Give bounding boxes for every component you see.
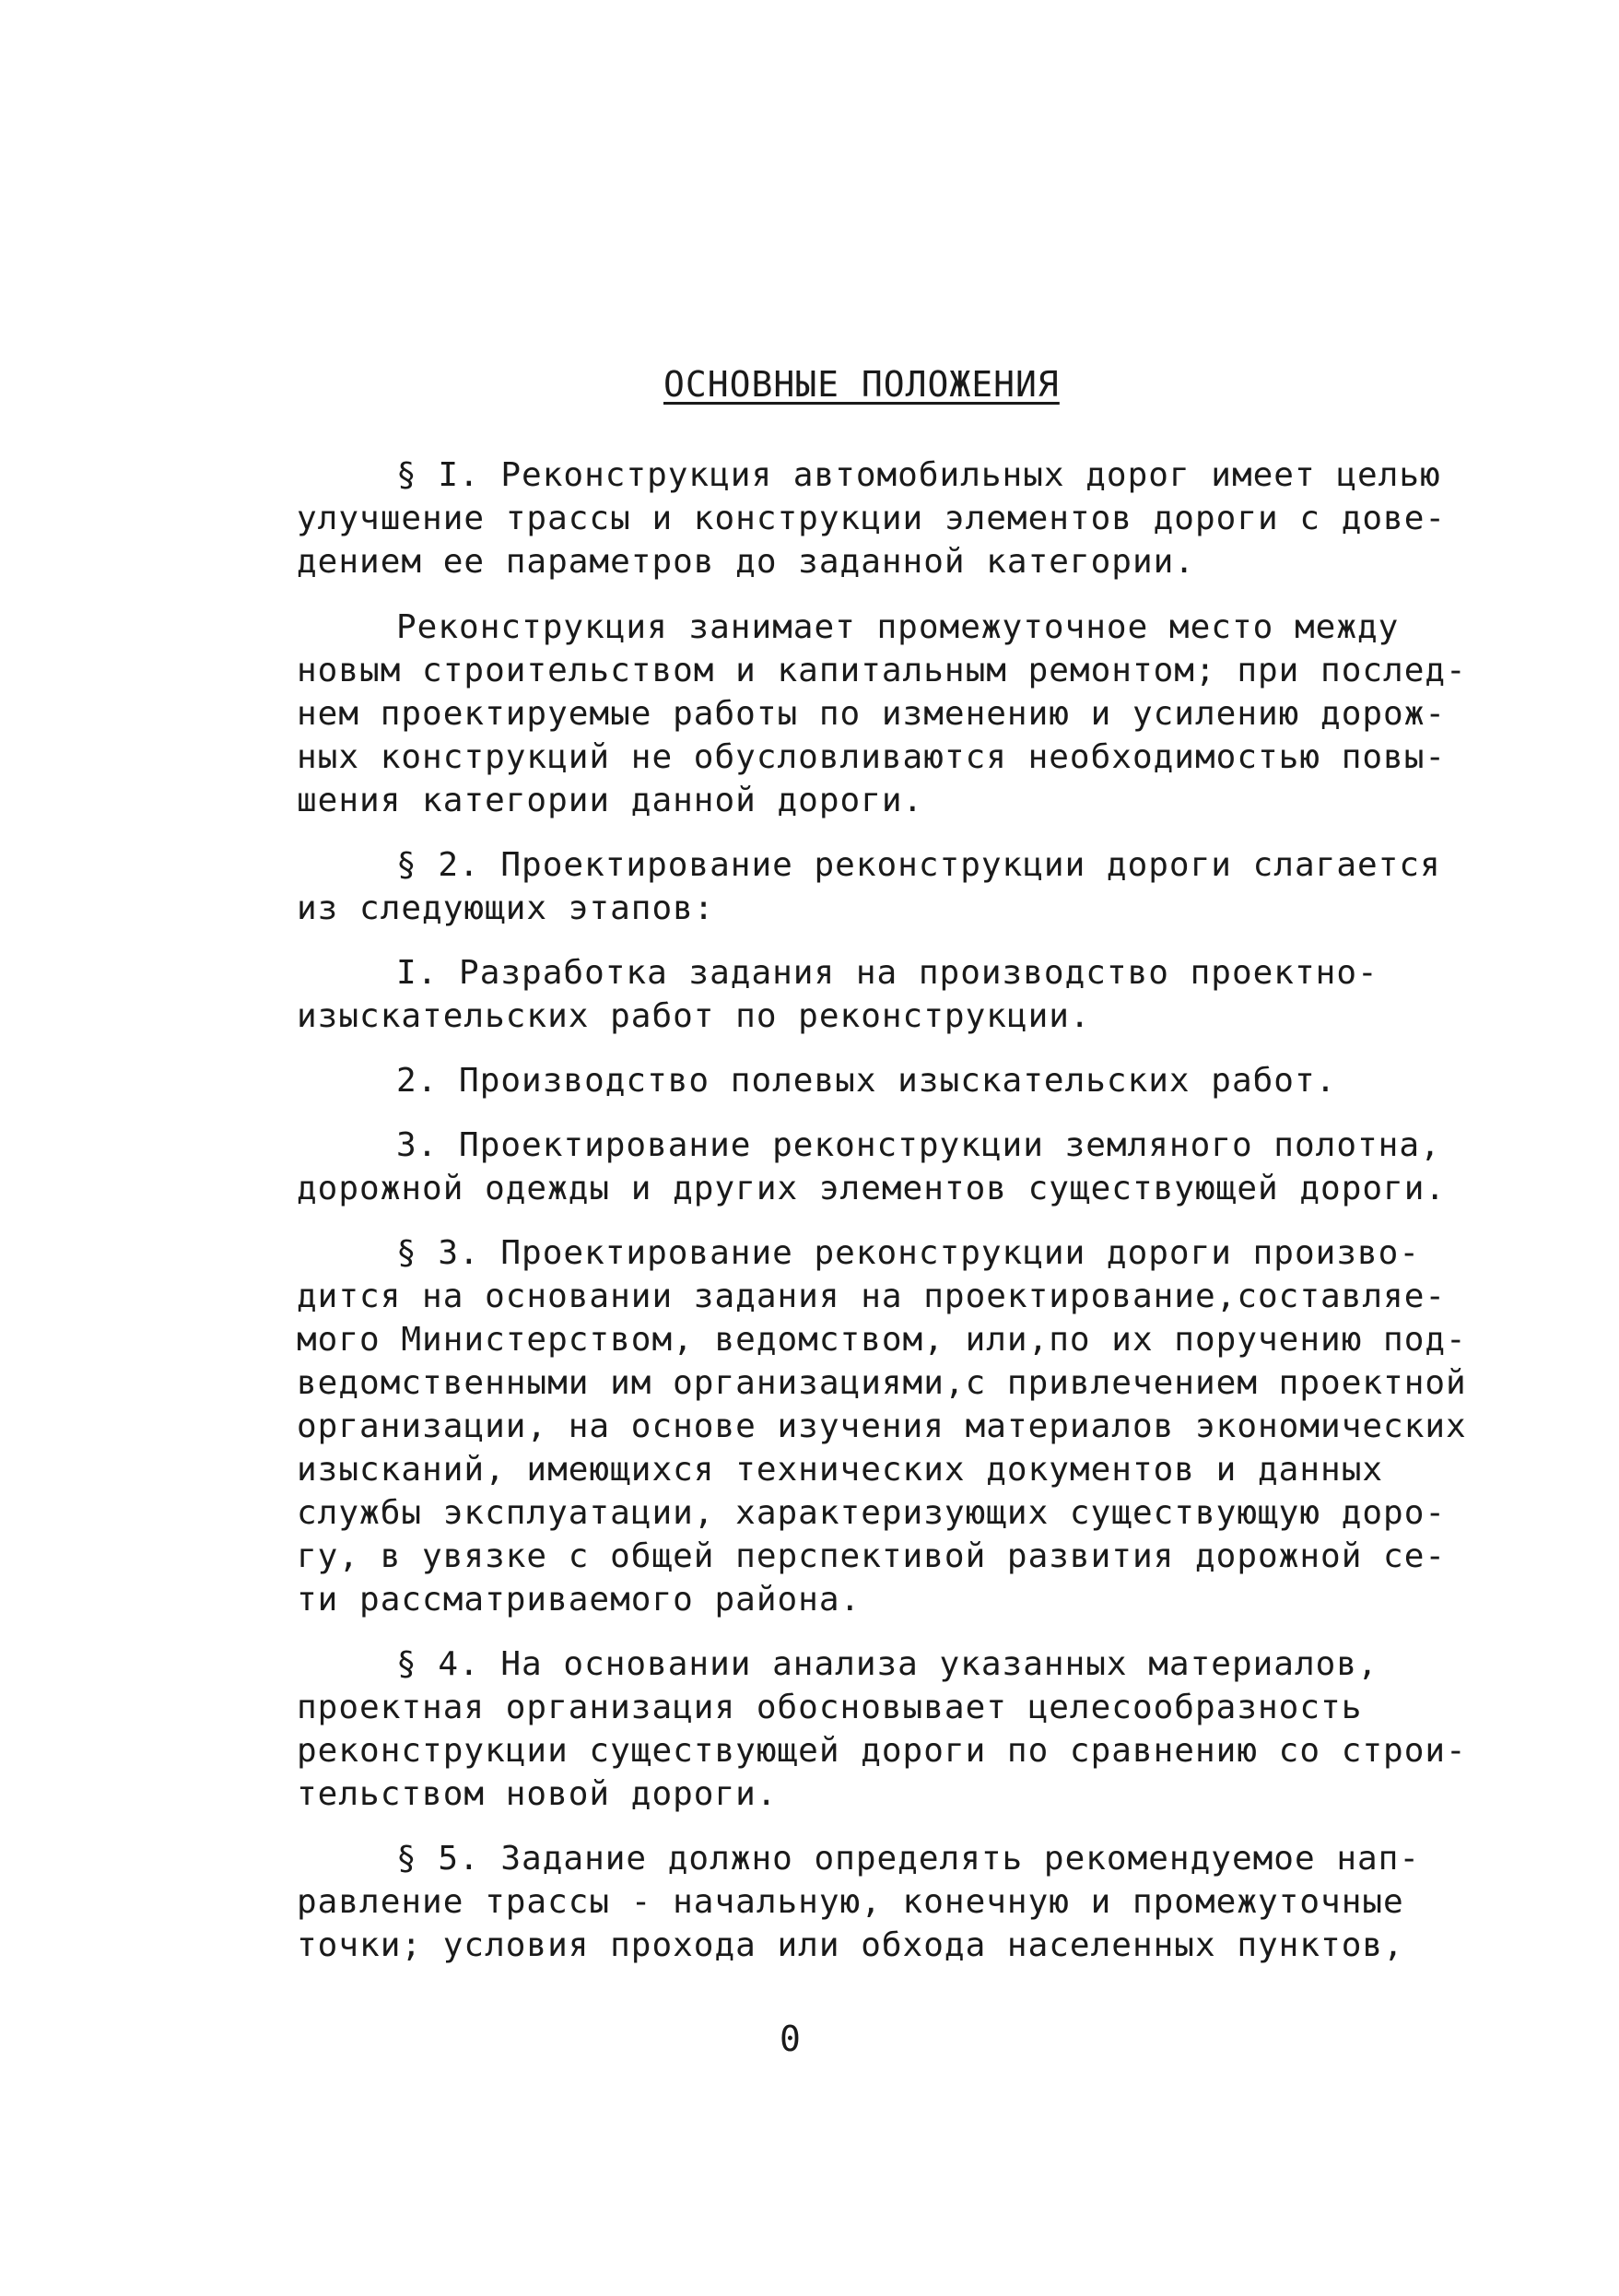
text-line: проектная организация обосновывает целесообразность xyxy=(297,1689,1363,1726)
text-line: ти рассматриваемого района. xyxy=(297,1581,862,1619)
text-line: улучшение трассы и конструкции элементов дороги с дове- xyxy=(297,500,1447,537)
text-line: дится на основании задания на проектирование,составляе- xyxy=(297,1278,1447,1315)
text-line: из следующих этапов: xyxy=(297,889,715,927)
text-line: гу, в увязке с общей перспективой развития дорожной се- xyxy=(297,1537,1447,1575)
text-line: равление трассы - начальную, конечную и промежуточные xyxy=(297,1883,1404,1921)
document-title: ОСНОВНЫЕ ПОЛОЖЕНИЯ xyxy=(663,364,1060,405)
text-line: дением ее параметров до заданной категории. xyxy=(297,543,1195,581)
text-line: изыскательских работ по реконструкции. xyxy=(297,997,1091,1035)
text-line: 2. Производство полевых изыскательских работ. xyxy=(396,1062,1337,1100)
text-line: мого Министерством, ведомством, или,по их поручению под- xyxy=(297,1321,1467,1359)
text-line: реконструкции существующей дороги по сравнению со строи- xyxy=(297,1732,1467,1770)
text-line: дорожной одежды и других элементов существующей дороги. xyxy=(297,1170,1447,1207)
page-number: 0 xyxy=(780,2019,802,2059)
text-line: изысканий, имеющихся технических документов и данных xyxy=(297,1451,1384,1489)
text-line: 3. Проектирование реконструкции земляного полотна, xyxy=(396,1126,1441,1164)
text-line: шения категории данной дороги. xyxy=(297,782,924,819)
text-line: ведомственными им организациями,с привлечением проектной xyxy=(297,1364,1467,1402)
text-line: новым строительством и капитальным ремонтом; при послед- xyxy=(297,652,1467,689)
text-line: § I. Реконструкция автомобильных дорог имеет целью xyxy=(396,456,1441,494)
text-line: Реконструкция занимает промежуточное место между xyxy=(396,608,1400,646)
text-line: ных конструкций не обусловливаются необходимостью повы- xyxy=(297,738,1447,776)
text-line: организации, на основе изучения материалов экономических xyxy=(297,1407,1467,1445)
text-line: § 4. На основании анализа указанных материалов, xyxy=(396,1645,1378,1683)
text-line: нем проектируемые работы по изменению и усилению дорож- xyxy=(297,695,1447,733)
text-line: § 3. Проектирование реконструкции дороги произво- xyxy=(396,1234,1421,1272)
text-line: службы эксплуатации, характеризующих существующую доро- xyxy=(297,1494,1447,1532)
text-line: тельством новой дороги. xyxy=(297,1775,778,1813)
text-line: § 5. Задание должно определять рекомендуемое нап- xyxy=(396,1840,1421,1878)
text-line: точки; условия прохода или обхода населенных пунктов, xyxy=(297,1926,1404,1964)
text-line: I. Разработка задания на производство проектно- xyxy=(396,954,1378,992)
text-line: § 2. Проектирование реконструкции дороги слагается xyxy=(396,846,1441,884)
